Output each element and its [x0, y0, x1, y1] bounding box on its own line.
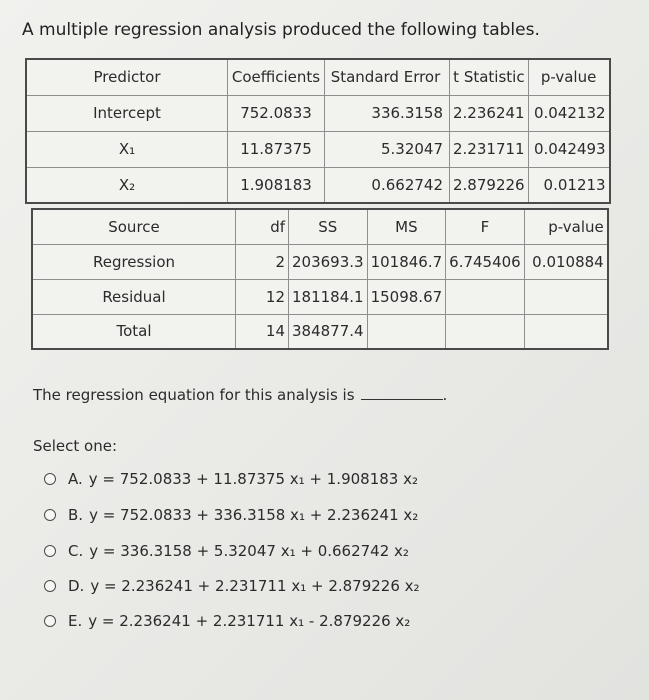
header-ss: SS [289, 209, 368, 244]
option-letter: C. [68, 542, 84, 560]
table-row [32, 244, 608, 279]
cell-ms [367, 314, 446, 349]
header-source: Source [32, 209, 236, 244]
cell-predictor: X₁ [26, 131, 228, 167]
cell-df: 2 [236, 244, 289, 279]
cell-t-statistic: 2.879226 [450, 167, 529, 203]
option-text: y = 336.3158 + 5.32047 x₁ + 0.662742 x₂ [89, 542, 409, 560]
anova-table [31, 208, 609, 350]
header-t-statistic: t Statistic [450, 59, 529, 95]
cell-df: 12 [236, 279, 289, 314]
option-b[interactable] [44, 505, 418, 525]
table-row [26, 95, 610, 131]
header-df: df [236, 209, 289, 244]
cell-ms: 15098.67 [367, 279, 446, 314]
table-row [32, 314, 608, 349]
table-header-row [32, 209, 608, 244]
radio-d[interactable] [44, 580, 56, 592]
radio-a[interactable] [44, 473, 56, 485]
option-text: y = 752.0833 + 11.87375 x₁ + 1.908183 x₂ [88, 470, 418, 488]
coefficients-table [25, 58, 611, 204]
option-text: y = 2.236241 + 2.231711 x₁ + 2.879226 x₂ [90, 577, 420, 595]
prompt-text: The regression equation for this analysis is [33, 386, 355, 404]
radio-b[interactable] [44, 509, 56, 521]
header-predictor: Predictor [26, 59, 228, 95]
cell-ss: 181184.1 [289, 279, 368, 314]
cell-standard-error: 5.32047 [325, 131, 450, 167]
cell-source: Regression [32, 244, 236, 279]
cell-coefficient: 1.908183 [228, 167, 325, 203]
answer-blank [361, 386, 443, 400]
cell-coefficient: 11.87375 [228, 131, 325, 167]
table-row [26, 131, 610, 167]
option-letter: A. [68, 470, 83, 488]
radio-e[interactable] [44, 615, 56, 627]
cell-df: 14 [236, 314, 289, 349]
prompt-end: . [442, 386, 448, 404]
radio-c[interactable] [44, 545, 56, 557]
cell-f [446, 279, 525, 314]
cell-p-value: 0.042132 [528, 95, 610, 131]
cell-coefficient: 752.0833 [228, 95, 325, 131]
option-text: y = 752.0833 + 336.3158 x₁ + 2.236241 x₂ [89, 506, 419, 524]
cell-p-value [524, 279, 608, 314]
cell-f: 6.745406 [446, 244, 525, 279]
header-f: F [446, 209, 525, 244]
option-a[interactable] [44, 469, 418, 489]
cell-t-statistic: 2.236241 [450, 95, 529, 131]
cell-ms: 101846.7 [367, 244, 446, 279]
table-row [32, 279, 608, 314]
cell-t-statistic: 2.231711 [450, 131, 529, 167]
cell-p-value: 0.010884 [524, 244, 608, 279]
cell-predictor: Intercept [26, 95, 228, 131]
option-letter: E. [68, 612, 83, 630]
option-text: y = 2.236241 + 2.231711 x₁ - 2.879226 x₂ [88, 612, 411, 630]
cell-f [446, 314, 525, 349]
header-p-value: p-value [528, 59, 610, 95]
question-title: A multiple regression analysis produced the following tables. [22, 20, 540, 40]
cell-standard-error: 336.3158 [325, 95, 450, 131]
header-p-value: p-value [524, 209, 608, 244]
question-prompt [33, 386, 447, 404]
table-row [26, 167, 610, 203]
cell-standard-error: 0.662742 [325, 167, 450, 203]
cell-p-value: 0.042493 [528, 131, 610, 167]
cell-p-value [524, 314, 608, 349]
option-e[interactable] [44, 611, 410, 631]
cell-ss: 203693.3 [289, 244, 368, 279]
select-one-label: Select one: [33, 437, 118, 455]
option-letter: B. [68, 506, 84, 524]
option-letter: D. [68, 577, 85, 595]
cell-ss: 384877.4 [289, 314, 368, 349]
cell-source: Total [32, 314, 236, 349]
header-coefficients: Coefficients [228, 59, 325, 95]
cell-p-value: 0.01213 [528, 167, 610, 203]
cell-predictor: X₂ [26, 167, 228, 203]
header-standard-error: Standard Error [325, 59, 450, 95]
option-d[interactable] [44, 576, 420, 596]
cell-source: Residual [32, 279, 236, 314]
header-ms: MS [367, 209, 446, 244]
table-header-row [26, 59, 610, 95]
option-c[interactable] [44, 541, 409, 561]
